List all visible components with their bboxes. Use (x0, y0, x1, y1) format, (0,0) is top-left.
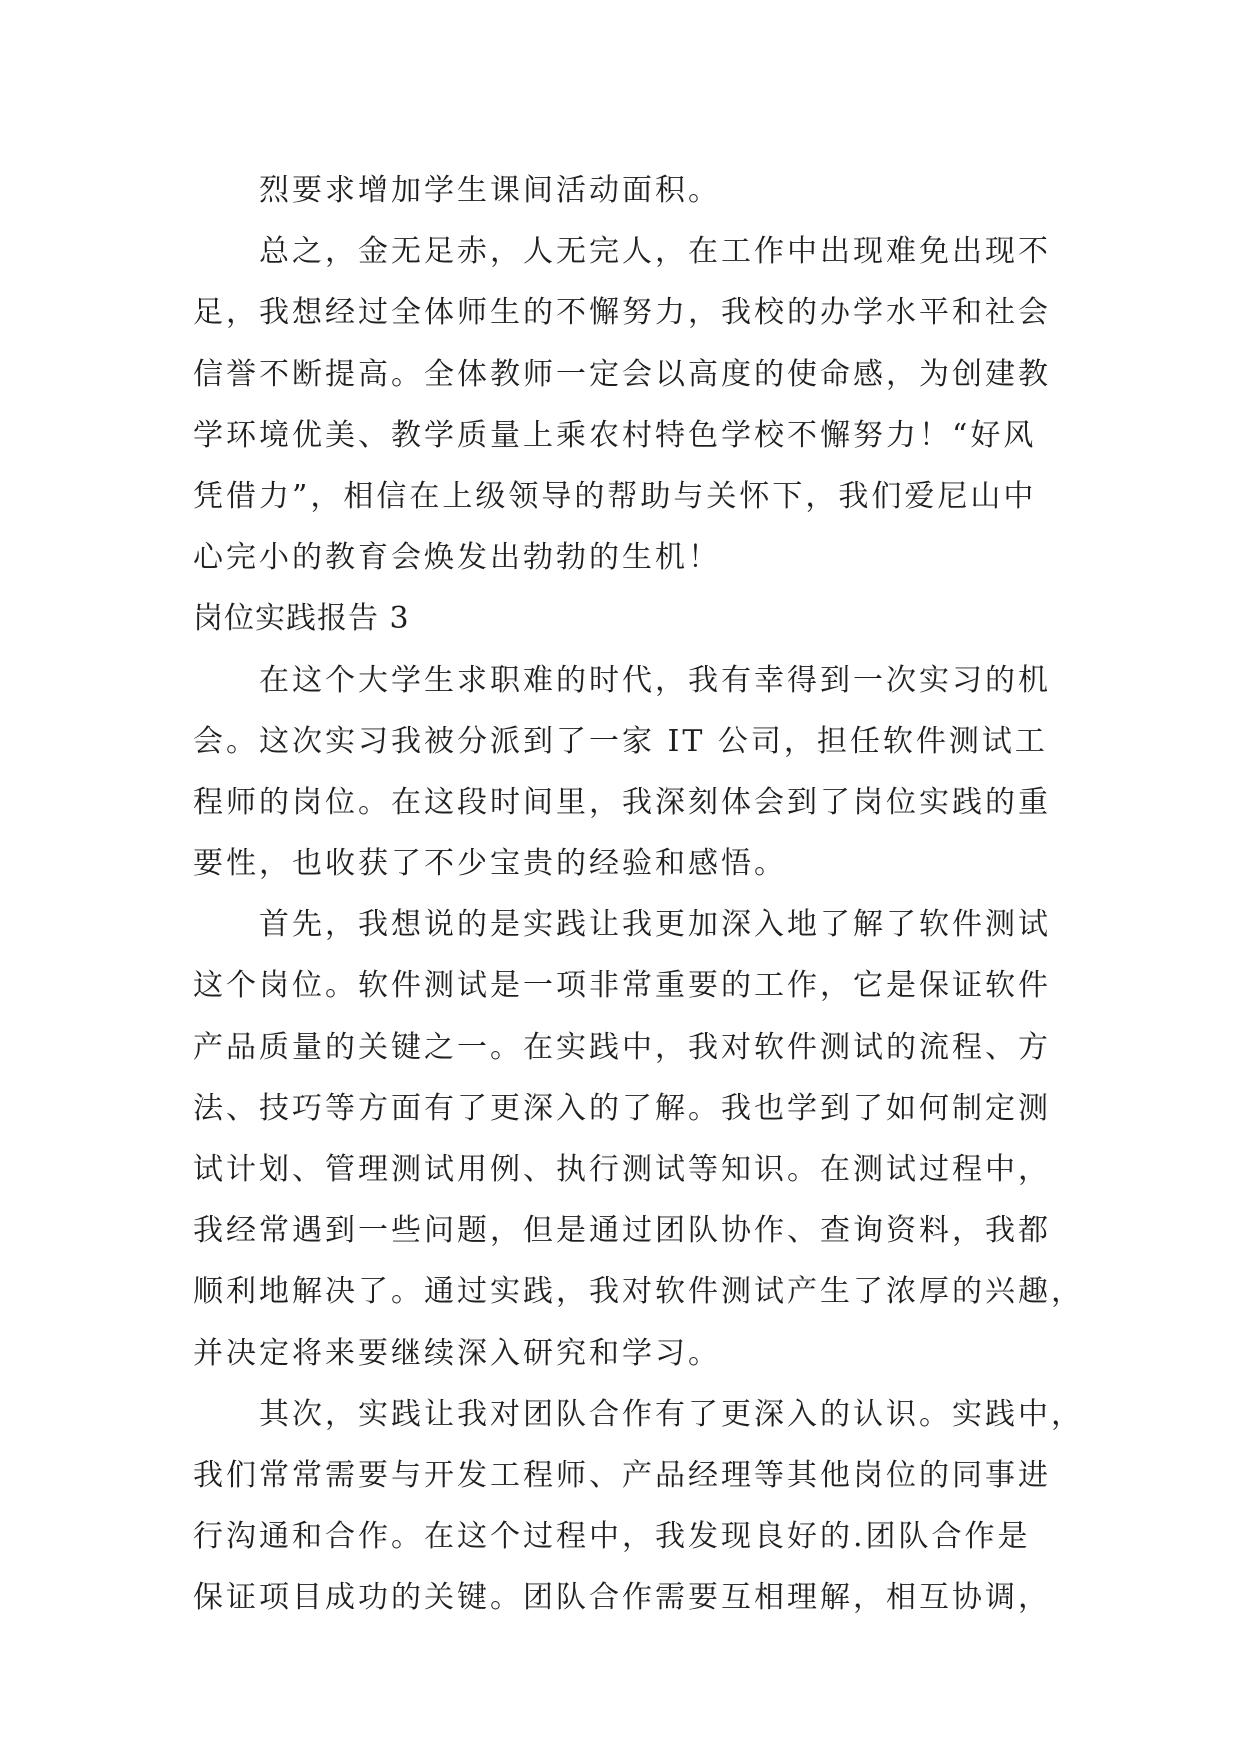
text-line: 产品质量的关键之一。在实践中，我对软件测试的流程、方 (193, 1029, 1051, 1065)
text-line: 试计划、管理测试用例、执行测试等知识。在测试过程中， (193, 1152, 1051, 1187)
text-line: 行沟通和合作。在这个过程中，我发现良好的.团队合作是 (193, 1519, 1031, 1555)
text-line: 程师的岗位。在这段时间里，我深刻体会到了岗位实践的重 (193, 784, 1051, 820)
text-line: 这个岗位。软件测试是一项非常重要的工作，它是保证软件 (193, 968, 1051, 1004)
text-line: 总之，金无足赤，人无完人，在工作中出现难免出现不 (259, 234, 1051, 270)
text-line: 顺利地解决了。通过实践，我对软件测试产生了浓厚的兴趣， (193, 1274, 1084, 1310)
text-line: 我们常常需要与开发工程师、产品经理等其他岗位的同事进 (193, 1457, 1051, 1493)
text-line: 学环境优美、教学质量上乘农村特色学校不懈努力！“好风 (193, 417, 1037, 453)
text-line: 并决定将来要继续深入研究和学习。 (193, 1335, 721, 1371)
text-line: 保证项目成功的关键。团队合作需要互相理解，相互协调， (193, 1580, 1051, 1616)
document-body (193, 160, 1084, 1629)
text-line: 烈要求增加学生课间活动面积。 (259, 173, 721, 208)
text-line: 会。这次实习我被分派到了一家 IT 公司，担任软件测试工 (193, 723, 1048, 759)
text-line: 心完小的教育会焕发出勃勃的生机！ (193, 540, 721, 576)
text-line: 要性，也收获了不少宝贵的经验和感悟。 (193, 846, 787, 882)
section-heading: 岗位实践报告 3 (193, 601, 410, 637)
text-line: 首先，我想说的是实践让我更加深入地了解了软件测试 (259, 907, 1051, 943)
text-line: 在这个大学生求职难的时代，我有幸得到一次实习的机 (259, 662, 1051, 698)
text-line: 凭借力”，相信在上级领导的帮助与关怀下，我们爱尼山中 (193, 478, 1037, 514)
text-line: 其次，实践让我对团队合作有了更深入的认识。实践中， (259, 1396, 1084, 1432)
text-line: 法、技巧等方面有了更深入的了解。我也学到了如何制定测 (193, 1090, 1051, 1126)
text-line: 信誉不断提高。全体教师一定会以高度的使命感，为创建教 (193, 356, 1051, 392)
text-line: 我经常遇到一些问题，但是通过团队协作、查询资料，我都 (193, 1213, 1051, 1249)
text-line: 足，我想经过全体师生的不懈努力，我校的办学水平和社会 (193, 295, 1051, 331)
